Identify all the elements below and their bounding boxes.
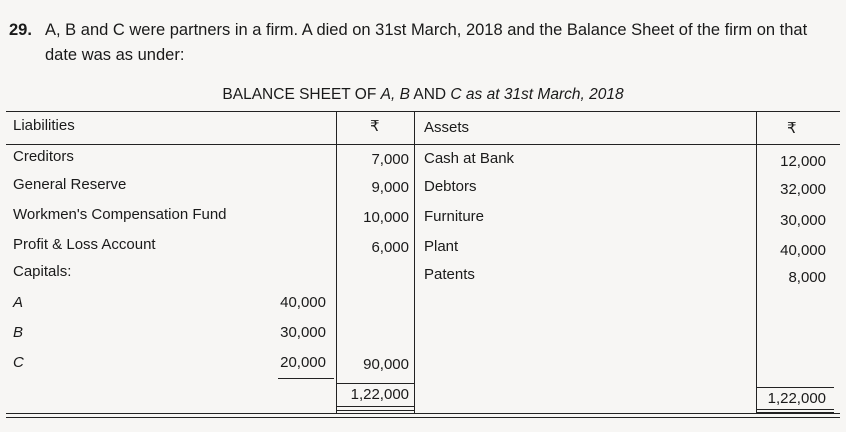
capital-partner: C [13,354,24,371]
balance-sheet-table [6,111,840,417]
total-assets: 1,22,000 [767,390,826,407]
asset-label: Plant [424,238,459,255]
liability-label: Capitals: [13,263,72,280]
asset-amount: 8,000 [788,269,826,286]
header-liabilities: Liabilities [13,117,75,134]
asset-label: Furniture [424,208,485,225]
liability-label: Profit & Loss Account [13,236,156,253]
header-rupee-liabilities: ₹ [370,118,380,135]
capitals-total: 90,000 [363,356,409,373]
question-number: 29. [9,21,32,39]
asset-amount: 32,000 [780,181,826,198]
balance-sheet-title: BALANCE SHEET OF A, B AND C as at 31st March, 2018 [222,86,624,103]
liability-amount: 7,000 [371,151,409,168]
question-text-line2: date was as under: [45,46,185,64]
capital-amount: 40,000 [280,294,326,311]
capital-amount: 30,000 [280,324,326,341]
liability-amount: 9,000 [371,179,409,196]
asset-label: Debtors [424,178,477,195]
header-rupee-assets: ₹ [787,120,797,137]
asset-amount: 30,000 [780,212,826,229]
question-text-line1: A, B and C were partners in a firm. A died on 31st March, 2018 and the Balance Sheet of the firm on that [45,21,808,39]
header-assets: Assets [424,119,470,136]
capital-partner: B [13,324,24,341]
liability-amount: 10,000 [363,209,409,226]
liability-label: Creditors [13,148,74,165]
asset-amount: 40,000 [780,242,826,259]
capital-amount: 20,000 [280,354,326,371]
liability-amount: 6,000 [371,239,409,256]
asset-label: Cash at Bank [424,150,515,167]
asset-amount: 12,000 [780,153,826,170]
total-liabilities: 1,22,000 [350,386,409,403]
capital-partner: A [13,294,24,311]
liability-label: Workmen's Compensation Fund [13,206,227,223]
liability-label: General Reserve [13,176,127,193]
question-block [9,18,839,68]
asset-label: Patents [424,266,475,283]
